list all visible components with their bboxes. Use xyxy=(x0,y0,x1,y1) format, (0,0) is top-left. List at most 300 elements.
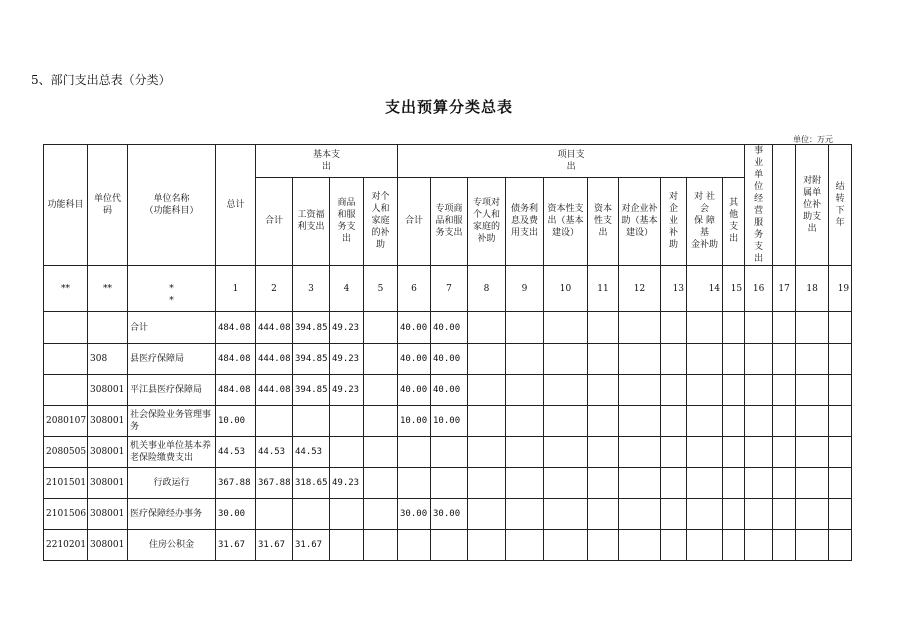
header-capital-l2: 性支 xyxy=(594,216,613,227)
cell-empty xyxy=(796,344,829,375)
header-project-group-line2: 出 xyxy=(566,161,576,172)
cell-proj-goods: 40.00 xyxy=(431,312,468,344)
cell-empty xyxy=(687,375,723,406)
cell-unit: 308001 xyxy=(88,499,128,530)
header-social-fund-l1: 对 社 会 xyxy=(694,192,715,215)
cell-empty xyxy=(796,468,829,499)
header-family xyxy=(364,177,398,265)
header-subsidiary-l5: 出 xyxy=(807,224,817,234)
cell-empty xyxy=(796,530,829,561)
index-11: 11 xyxy=(588,266,619,312)
cell-code: 2101501 xyxy=(44,468,88,499)
header-family-l5: 助 xyxy=(376,240,386,251)
cell-empty xyxy=(588,468,619,499)
header-basic-group-line1: 基本支 xyxy=(313,149,341,160)
header-func-subject: 功能科目 xyxy=(44,145,88,266)
cell-name: 平江县医疗保障局 xyxy=(128,375,216,406)
cell-empty xyxy=(544,375,588,406)
header-other xyxy=(723,177,745,265)
header-capital-basic-l2: 出（基本 xyxy=(547,216,584,227)
header-operation xyxy=(745,145,773,266)
cell-empty xyxy=(723,530,745,561)
cell-empty xyxy=(745,530,773,561)
cell-empty xyxy=(661,344,687,375)
header-basic-group xyxy=(256,145,398,178)
header-enterprise xyxy=(661,177,687,265)
header-salary-l1: 工资福 xyxy=(297,210,325,221)
header-family-l2: 人和 xyxy=(371,204,390,215)
cell-empty xyxy=(796,375,829,406)
cell-empty xyxy=(588,375,619,406)
cell-empty xyxy=(544,499,588,530)
header-enterprise-basic-l1: 对企业补 xyxy=(621,204,658,215)
cell-proj-sum: 40.00 xyxy=(398,375,431,406)
header-proj-family xyxy=(468,177,506,265)
index-19: 19 xyxy=(829,266,852,312)
cell-empty xyxy=(468,406,506,437)
header-enterprise-l3: 业 xyxy=(669,216,679,227)
table-row xyxy=(44,406,852,437)
cell-goods xyxy=(330,499,364,530)
cell-total: 484.08 xyxy=(216,312,256,344)
cell-family xyxy=(364,406,398,437)
header-operation-l2: 业 xyxy=(754,158,764,168)
cell-empty xyxy=(619,406,661,437)
cell-empty xyxy=(829,499,852,530)
header-carry-l3: 下 xyxy=(835,206,845,216)
cell-unit xyxy=(88,312,128,344)
cell-empty xyxy=(745,437,773,468)
cell-basic-sum xyxy=(256,499,293,530)
cell-empty xyxy=(588,437,619,468)
cell-proj-sum xyxy=(398,530,431,561)
cell-empty xyxy=(687,530,723,561)
cell-name: 社会保险业务管理事务 xyxy=(128,406,216,437)
cell-proj-goods xyxy=(431,468,468,499)
header-unit-name-line1: 单位名称 xyxy=(153,194,190,204)
header-family-l1: 对个 xyxy=(371,192,390,203)
unit-label: 单位：万元 xyxy=(793,135,833,144)
cell-name: 机关事业单位基本养老保险缴费支出 xyxy=(128,437,216,468)
cell-unit: 308001 xyxy=(88,406,128,437)
cell-empty xyxy=(506,312,544,344)
header-operation-l5: 经 xyxy=(754,194,764,204)
cell-empty xyxy=(687,406,723,437)
cell-name: 合计 xyxy=(128,312,216,344)
cell-basic-sum: 31.67 xyxy=(256,530,293,561)
cell-empty xyxy=(468,468,506,499)
cell-empty xyxy=(544,344,588,375)
budget-table xyxy=(43,144,852,561)
index-3: 3 xyxy=(293,266,330,312)
cell-salary: 31.67 xyxy=(293,530,330,561)
cell-empty xyxy=(745,468,773,499)
cell-family xyxy=(364,375,398,406)
index-4: 4 xyxy=(330,266,364,312)
cell-proj-sum: 40.00 xyxy=(398,312,431,344)
cell-family xyxy=(364,468,398,499)
cell-goods xyxy=(330,406,364,437)
header-debt xyxy=(506,177,544,265)
table-row xyxy=(44,344,852,375)
cell-empty xyxy=(723,499,745,530)
header-capital-l1: 资本 xyxy=(594,204,613,215)
cell-empty xyxy=(796,406,829,437)
cell-empty xyxy=(796,312,829,344)
table-row xyxy=(44,499,852,530)
cell-empty xyxy=(773,406,796,437)
cell-family xyxy=(364,312,398,344)
cell-proj-goods xyxy=(431,530,468,561)
header-social-fund-l2: 保 障 基 xyxy=(694,216,715,239)
cell-empty xyxy=(661,468,687,499)
cell-total: 31.67 xyxy=(216,530,256,561)
header-enterprise-l4: 补 xyxy=(669,228,679,239)
cell-empty xyxy=(829,530,852,561)
cell-empty xyxy=(773,437,796,468)
cell-empty xyxy=(829,375,852,406)
cell-empty xyxy=(687,344,723,375)
header-subsidiary-l4: 助支 xyxy=(803,212,822,222)
header-other-l1: 其 xyxy=(729,198,739,209)
header-project-group xyxy=(398,145,745,178)
section-title: 5、部门支出总表（分类） xyxy=(31,73,171,87)
cell-salary: 44.53 xyxy=(293,437,330,468)
cell-empty xyxy=(506,499,544,530)
index-unit-name xyxy=(128,266,216,312)
cell-empty xyxy=(723,375,745,406)
cell-empty xyxy=(796,437,829,468)
cell-empty xyxy=(544,468,588,499)
header-other-l3: 支 xyxy=(729,222,739,233)
header-debt-l3: 用支出 xyxy=(511,228,539,239)
cell-empty xyxy=(506,530,544,561)
cell-code: 2210201 xyxy=(44,530,88,561)
cell-name: 医疗保障经办事务 xyxy=(128,499,216,530)
cell-salary: 394.85 xyxy=(293,344,330,375)
cell-empty xyxy=(468,375,506,406)
cell-empty xyxy=(544,312,588,344)
cell-name: 住房公积金 xyxy=(128,530,216,561)
cell-empty xyxy=(588,499,619,530)
cell-unit: 308001 xyxy=(88,375,128,406)
cell-empty xyxy=(723,406,745,437)
cell-proj-sum: 30.00 xyxy=(398,499,431,530)
cell-total: 484.08 xyxy=(216,375,256,406)
cell-empty xyxy=(723,468,745,499)
cell-empty xyxy=(661,375,687,406)
cell-proj-goods: 30.00 xyxy=(431,499,468,530)
header-project-group-line1: 项目支 xyxy=(557,149,585,160)
cell-basic-sum: 444.08 xyxy=(256,312,293,344)
header-operation-l3: 单 xyxy=(754,170,764,180)
cell-empty xyxy=(687,437,723,468)
cell-goods: 49.23 xyxy=(330,375,364,406)
header-enterprise-l2: 企 xyxy=(669,204,679,215)
cell-empty xyxy=(619,499,661,530)
header-proj-family-l4: 补助 xyxy=(477,234,496,245)
index-15: 15 xyxy=(723,266,745,312)
header-subsidiary xyxy=(796,145,829,266)
cell-proj-goods: 40.00 xyxy=(431,375,468,406)
header-basic-sum: 合计 xyxy=(256,177,293,265)
header-unit-name-line2: （功能科目） xyxy=(144,206,199,216)
cell-empty xyxy=(829,468,852,499)
cell-goods: 49.23 xyxy=(330,312,364,344)
cell-proj-goods xyxy=(431,437,468,468)
header-enterprise-basic-l3: 建设） xyxy=(626,228,654,239)
header-enterprise-basic-l2: 助（基本 xyxy=(621,216,658,227)
cell-family xyxy=(364,499,398,530)
header-debt-l1: 债务利 xyxy=(511,204,539,215)
cell-proj-sum: 10.00 xyxy=(398,406,431,437)
cell-empty xyxy=(773,468,796,499)
index-6: 6 xyxy=(398,266,431,312)
header-proj-goods-l2: 品和服 xyxy=(435,216,463,227)
cell-family xyxy=(364,437,398,468)
cell-code xyxy=(44,312,88,344)
index-star-1: * xyxy=(169,283,174,294)
header-goods xyxy=(330,177,364,265)
table-row xyxy=(44,312,852,344)
cell-salary xyxy=(293,406,330,437)
header-operation-l6: 营 xyxy=(754,206,764,216)
header-enterprise-l5: 助 xyxy=(669,240,679,251)
cell-proj-sum xyxy=(398,437,431,468)
header-proj-sum: 合计 xyxy=(398,177,431,265)
header-capital xyxy=(588,177,619,265)
cell-empty xyxy=(506,437,544,468)
cell-empty xyxy=(468,499,506,530)
cell-empty xyxy=(829,312,852,344)
header-carry-l1: 结 xyxy=(835,182,845,192)
cell-empty xyxy=(619,437,661,468)
cell-total: 44.53 xyxy=(216,437,256,468)
index-12: 12 xyxy=(619,266,661,312)
header-unit-code: 单位代码 xyxy=(88,145,128,266)
header-capital-basic-l3: 建设） xyxy=(552,228,580,239)
index-2: 2 xyxy=(256,266,293,312)
cell-empty xyxy=(661,406,687,437)
cell-code xyxy=(44,375,88,406)
cell-basic-sum: 44.53 xyxy=(256,437,293,468)
header-operation-l9: 支 xyxy=(754,242,764,252)
header-proj-goods-l3: 务支出 xyxy=(435,228,463,239)
cell-goods xyxy=(330,437,364,468)
header-salary-l2: 利支出 xyxy=(297,222,325,233)
cell-empty xyxy=(687,468,723,499)
cell-empty xyxy=(619,375,661,406)
header-basic-group-line2: 出 xyxy=(322,161,332,172)
index-13: 13 xyxy=(661,266,687,312)
header-subsidiary-l1: 对附 xyxy=(803,176,822,186)
header-operation-l7: 服 xyxy=(754,218,764,228)
cell-empty xyxy=(588,312,619,344)
index-star-2: * xyxy=(169,295,174,306)
cell-goods: 49.23 xyxy=(330,344,364,375)
header-enterprise-basic xyxy=(619,177,661,265)
cell-empty xyxy=(468,312,506,344)
cell-empty xyxy=(619,468,661,499)
cell-empty xyxy=(745,375,773,406)
header-proj-family-l2: 个人和 xyxy=(473,210,501,221)
cell-empty xyxy=(619,312,661,344)
index-9: 9 xyxy=(506,266,544,312)
header-enterprise-l1: 对 xyxy=(669,192,679,203)
header-other-l2: 他 xyxy=(729,210,739,221)
cell-empty xyxy=(506,375,544,406)
cell-empty xyxy=(661,530,687,561)
index-16: 16 xyxy=(745,266,773,312)
index-func-subject: ** xyxy=(44,266,88,312)
header-other-l4: 出 xyxy=(729,234,739,245)
header-family-l4: 的补 xyxy=(371,228,390,239)
cell-empty xyxy=(687,499,723,530)
cell-empty xyxy=(588,406,619,437)
table-row xyxy=(44,375,852,406)
cell-empty xyxy=(468,530,506,561)
cell-empty xyxy=(661,437,687,468)
index-5: 5 xyxy=(364,266,398,312)
cell-empty xyxy=(723,312,745,344)
header-subsidiary-l2: 属单 xyxy=(803,188,822,198)
cell-empty xyxy=(506,406,544,437)
cell-total: 30.00 xyxy=(216,499,256,530)
cell-empty xyxy=(723,344,745,375)
header-social-fund-l3: 金补助 xyxy=(691,240,719,251)
index-8: 8 xyxy=(468,266,506,312)
cell-name: 行政运行 xyxy=(128,468,216,499)
cell-empty xyxy=(745,499,773,530)
cell-goods xyxy=(330,530,364,561)
cell-empty xyxy=(773,344,796,375)
index-14: 14 xyxy=(687,266,723,312)
header-carry-l2: 转 xyxy=(835,194,845,204)
cell-proj-sum: 40.00 xyxy=(398,344,431,375)
cell-empty xyxy=(506,468,544,499)
cell-empty xyxy=(773,312,796,344)
cell-empty xyxy=(745,344,773,375)
header-operation-l8: 务 xyxy=(754,230,764,240)
header-capital-basic xyxy=(544,177,588,265)
cell-code: 2101506 xyxy=(44,499,88,530)
header-goods-l4: 出 xyxy=(341,234,351,245)
cell-empty xyxy=(661,312,687,344)
cell-empty xyxy=(468,437,506,468)
cell-empty xyxy=(506,344,544,375)
index-7: 7 xyxy=(431,266,468,312)
cell-total: 367.88 xyxy=(216,468,256,499)
cell-salary xyxy=(293,499,330,530)
cell-unit: 308001 xyxy=(88,437,128,468)
index-10: 10 xyxy=(544,266,588,312)
cell-empty xyxy=(723,437,745,468)
cell-empty xyxy=(619,344,661,375)
header-proj-goods-l1: 专项商 xyxy=(435,204,463,215)
cell-basic-sum: 367.88 xyxy=(256,468,293,499)
cell-empty xyxy=(544,437,588,468)
cell-empty xyxy=(544,530,588,561)
header-goods-l3: 务支 xyxy=(337,222,356,233)
cell-code: 2080107 xyxy=(44,406,88,437)
cell-empty xyxy=(773,499,796,530)
cell-empty xyxy=(745,406,773,437)
cell-proj-sum xyxy=(398,468,431,499)
cell-code: 2080505 xyxy=(44,437,88,468)
cell-basic-sum: 444.08 xyxy=(256,375,293,406)
index-1: 1 xyxy=(216,266,256,312)
index-18: 18 xyxy=(796,266,829,312)
page-title: 支出预算分类总表 xyxy=(384,98,513,116)
cell-empty xyxy=(745,312,773,344)
cell-total: 484.08 xyxy=(216,344,256,375)
header-debt-l2: 息及费 xyxy=(511,216,539,227)
header-operation-l1: 事 xyxy=(754,146,764,156)
cell-empty xyxy=(773,530,796,561)
header-capital-basic-l1: 资本性支 xyxy=(547,204,584,215)
header-subsidiary-l3: 位补 xyxy=(803,200,822,210)
cell-basic-sum: 444.08 xyxy=(256,344,293,375)
header-capital-l3: 出 xyxy=(598,228,608,239)
cell-basic-sum xyxy=(256,406,293,437)
table-row xyxy=(44,468,852,499)
cell-empty xyxy=(829,344,852,375)
table-row xyxy=(44,437,852,468)
cell-empty xyxy=(796,499,829,530)
cell-empty xyxy=(829,406,852,437)
header-family-l3: 家庭 xyxy=(371,216,390,227)
cell-salary: 394.85 xyxy=(293,312,330,344)
cell-code xyxy=(44,344,88,375)
cell-empty xyxy=(687,312,723,344)
cell-unit: 308 xyxy=(88,344,128,375)
header-proj-family-l3: 家庭的 xyxy=(473,222,501,233)
header-carry-l4: 年 xyxy=(835,218,845,228)
header-blank-17 xyxy=(773,145,796,266)
cell-family xyxy=(364,530,398,561)
cell-proj-goods: 10.00 xyxy=(431,406,468,437)
cell-empty xyxy=(661,499,687,530)
cell-empty xyxy=(468,344,506,375)
cell-empty xyxy=(544,406,588,437)
header-goods-l1: 商品 xyxy=(337,198,356,209)
header-goods-l2: 和服 xyxy=(337,210,356,221)
cell-goods: 49.23 xyxy=(330,468,364,499)
index-unit-code: ** xyxy=(88,266,128,312)
header-total: 总计 xyxy=(216,145,256,266)
header-salary xyxy=(293,177,330,265)
header-proj-family-l1: 专项对 xyxy=(473,198,501,209)
cell-empty xyxy=(773,375,796,406)
index-17: 17 xyxy=(773,266,796,312)
header-social-fund xyxy=(687,177,723,265)
cell-unit: 308001 xyxy=(88,468,128,499)
cell-salary: 394.85 xyxy=(293,375,330,406)
header-operation-l10: 出 xyxy=(754,254,764,264)
cell-total: 10.00 xyxy=(216,406,256,437)
header-carry-over xyxy=(829,145,852,266)
cell-family xyxy=(364,344,398,375)
cell-empty xyxy=(588,530,619,561)
header-proj-goods xyxy=(431,177,468,265)
cell-proj-goods: 40.00 xyxy=(431,344,468,375)
cell-unit: 308001 xyxy=(88,530,128,561)
cell-empty xyxy=(588,344,619,375)
cell-salary: 318.65 xyxy=(293,468,330,499)
table-row xyxy=(44,530,852,561)
header-operation-l4: 位 xyxy=(754,182,764,192)
header-unit-name xyxy=(128,145,216,266)
